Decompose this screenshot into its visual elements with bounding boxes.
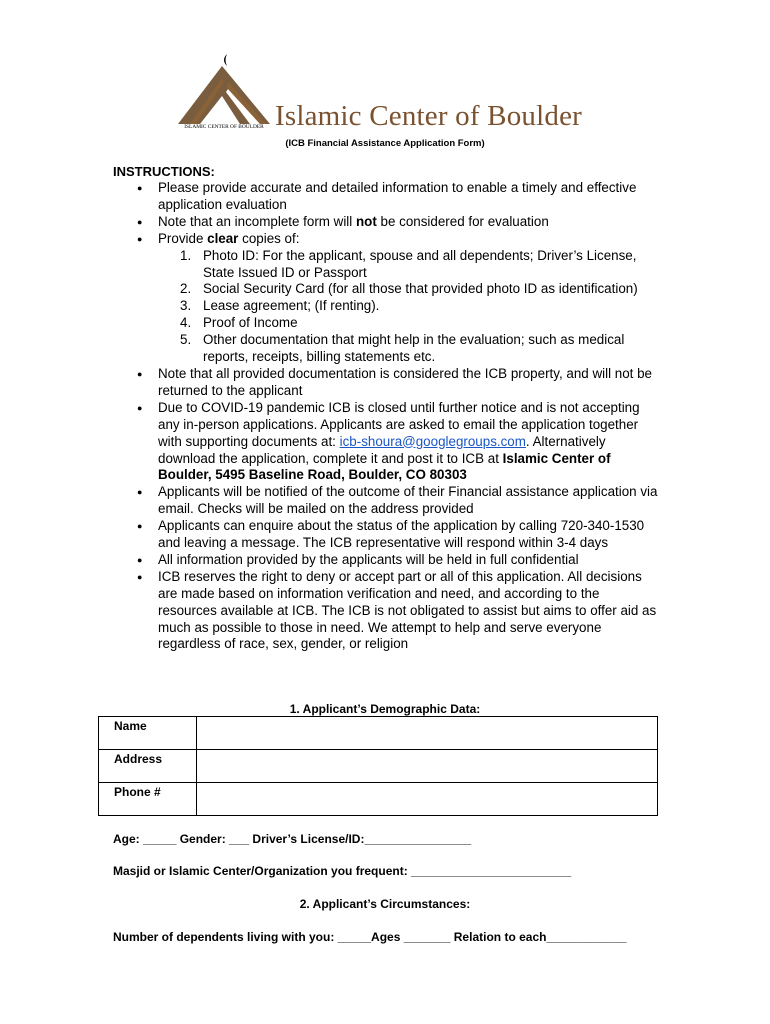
islamic-center-logo: [170, 52, 280, 132]
document-item: 4. Proof of Income: [180, 315, 298, 331]
address-field[interactable]: [197, 750, 658, 783]
instruction-item: ● Note that an incomplete form will not be considered for evaluation: [137, 213, 549, 229]
instructions-list: [113, 180, 661, 653]
logo-crescent-icon: [224, 54, 227, 66]
bullet-icon: ●: [137, 521, 143, 532]
instructions-heading: INSTRUCTIONS:: [113, 164, 215, 179]
bullet-icon: ●: [137, 183, 143, 193]
dependents-line[interactable]: Number of dependents living with you: _____Ages _______ Relation to each____________: [113, 930, 627, 944]
logo-text: ISLAMIC CENTER OF BOULDER: [184, 124, 264, 130]
document-item: 3. Lease agreement; (If renting).: [180, 298, 380, 314]
section2-heading: 2. Applicant’s Circumstances:: [299, 897, 471, 911]
emphasis-not: not: [355, 213, 377, 229]
demographic-table: [98, 716, 658, 816]
address-label: Address: [99, 750, 197, 783]
instruction-item: ● Due to COVID-19 pandemic ICB is closed until further notice and is not accepting any in-person applications. Applicants are asked to email the application together with supporting documents at: icb-shoura@googlegroups.com. Alternatively download the application, complete it and post it to ICB at Islamic Center of Boulder, 5495 Baseline Road, Boulder, CO 80303: [137, 399, 640, 483]
instruction-item: [113, 180, 661, 214]
required-documents-list: [158, 248, 661, 366]
bullet-icon: ●: [137, 402, 143, 413]
document-item: 1. Photo ID: For the applicant, spouse and all dependents; Driver’s License, State Issued ID or Passport: [180, 247, 637, 280]
instruction-item: ● Applicants will be notified of the outcome of their Financial assistance application via email. Checks will be mailed on the address provided: [137, 484, 658, 517]
instruction-item: ● Applicants can enquire about the status of the application by calling 720-340-1530 and leaving a message. The ICB representative will respond within 3-4 days: [137, 518, 645, 551]
mailing-address: Islamic Center of Boulder, 5495 Baseline Road, Boulder, CO 80303: [158, 450, 611, 483]
email-link[interactable]: icb-shoura@googlegroups.com: [339, 433, 526, 449]
organization-title: Islamic Center of Boulder: [275, 100, 582, 132]
instruction-item: ● Note that all provided documentation is considered the ICB property, and will not be returned to the applicant: [137, 365, 653, 398]
bullet-icon: ●: [137, 216, 143, 227]
masjid-line[interactable]: Masjid or Islamic Center/Organization you frequent: ________________________: [113, 864, 572, 878]
bullet-icon: ●: [137, 554, 143, 565]
table-row: [99, 783, 658, 816]
document-item: 2. Social Security Card (for all those that provided photo ID as identification): [180, 281, 638, 297]
bullet-icon: ●: [137, 233, 143, 244]
bullet-icon: ●: [137, 571, 143, 582]
table-row: [99, 717, 658, 750]
bullet-icon: ●: [137, 368, 143, 379]
instruction-item: ● ICB reserves the right to deny or accept part or all of this application. All decisions are made based on information verification and need, and according to the resources available at ICB. The ICB is not obligated to assist but aims to offer aid as much as possible to those in need. We attempt to help and serve everyone regardless of race, sex, gender, or religion: [137, 568, 657, 652]
name-field[interactable]: [197, 717, 658, 750]
phone-label: Phone #: [99, 783, 197, 816]
instruction-item: ● Provide clear copies of: 1. Photo ID: For the applicant, spouse and all dependents; Driver’s License, State Issued ID or Passport 2. Social Security Card (for all those that provided photo ID as identification) 3. Lease agreement; (If renting). 4. Proof of Income 5. Other documentation that might help in the evaluation; such as medical reports, receipts, billing statements etc.: [113, 231, 661, 366]
document-item: 5. Other documentation that might help in the evaluation; such as medical reports, receipts, billing statements etc.: [180, 332, 625, 365]
table-row: [99, 750, 658, 783]
emphasis-clear: clear: [207, 230, 239, 246]
name-label: Name: [99, 717, 197, 750]
age-gender-license-line[interactable]: Age: _____ Gender: ___ Driver’s License/ID:________________: [113, 832, 472, 846]
phone-field[interactable]: [197, 783, 658, 816]
section1-heading: 1. Applicant’s Demographic Data:: [289, 702, 481, 716]
form-subtitle: (ICB Financial Assistance Application Form): [285, 138, 485, 149]
bullet-icon: ●: [137, 487, 143, 498]
instruction-item: ● All information provided by the applicants will be held in full confidential: [137, 551, 579, 567]
instruction-text: Please provide accurate and detailed information to enable a timely and effective application evaluation: [158, 180, 637, 212]
